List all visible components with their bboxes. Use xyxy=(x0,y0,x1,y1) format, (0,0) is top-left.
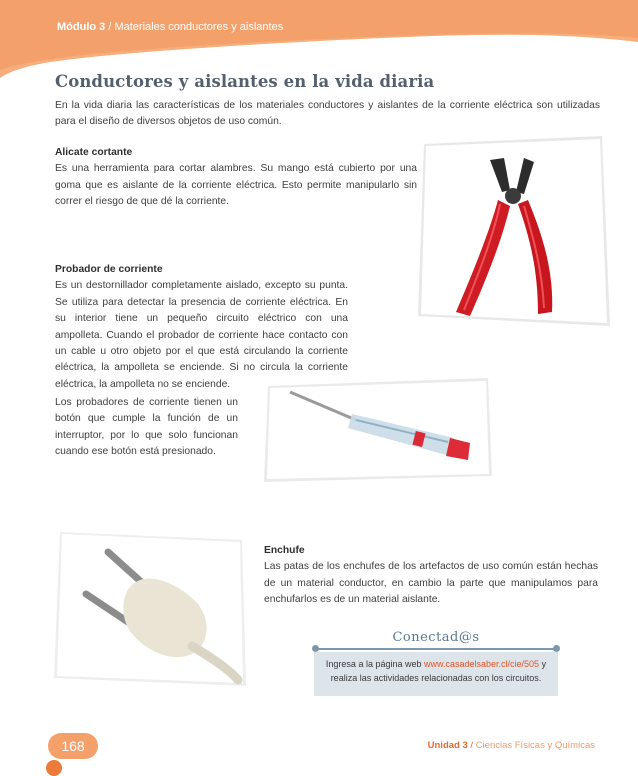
conectados-text xyxy=(320,657,552,685)
header-subtitle: Materiales conductores y aislantes xyxy=(114,21,284,33)
probador-section xyxy=(55,262,348,393)
alicate-text: Es una herramienta para cortar alambres. Su mango está cubierto por una goma que es aislante de la corriente eléctrica. Esto permite manipularlo sin correr el riesgo de que dé la corriente. xyxy=(55,163,417,208)
pliers-image xyxy=(412,130,612,330)
intro-paragraph: En la vida diaria las características de los materiales conductores y aislantes de la corriente eléctrica son utilizadas para el diseño de diversos objetos de uso común. xyxy=(55,100,600,128)
footer-unit: Unidad 3 xyxy=(427,740,468,751)
plug-image xyxy=(52,528,248,690)
page-number: 168 xyxy=(48,733,98,759)
plug-photo xyxy=(52,528,248,695)
conectados-text-before: Ingresa a la página web xyxy=(325,659,424,669)
pliers-photo xyxy=(412,130,612,335)
footer-label xyxy=(428,740,595,751)
enchufe-heading: Enchufe xyxy=(264,545,305,556)
corner-decoration xyxy=(46,760,62,776)
probador-heading: Probador de corriente xyxy=(55,264,163,275)
header-module: Módulo 3 xyxy=(57,21,106,33)
conectados-title: Conectad@s xyxy=(392,630,480,645)
alicate-section xyxy=(55,145,417,211)
conectados-content xyxy=(314,652,558,696)
footer-separator: / xyxy=(467,740,476,751)
page-title: Conductores y aislantes en la vida diaria xyxy=(55,72,435,91)
header-breadcrumb xyxy=(57,21,283,33)
conectados-link[interactable]: www.casadelsaber.cl/cie/505 xyxy=(424,659,540,669)
conectados-divider xyxy=(314,648,558,650)
enchufe-section xyxy=(264,543,598,609)
conectados-dot-right xyxy=(553,645,560,652)
probador-text: Es un destornillador completamente aislado, excepto su punta. Se utiliza para detectar la presencia de corriente eléctrica. En su interior tiene un pequeño circuito eléctrico con una ampolleta. Cuando el probador de corriente hace contacto con un cable u otro objeto por el que está circulando la corriente eléctrica, la ampolleta se enciende. Si no circula la corriente eléctrica, la ampolleta no se enciende. xyxy=(55,280,348,390)
footer-subject: Ciencias Físicas y Químicas xyxy=(475,740,595,751)
conectados-box xyxy=(314,630,558,696)
alicate-heading: Alicate cortante xyxy=(55,147,133,158)
tester-image xyxy=(264,376,494,484)
header-separator: / xyxy=(105,21,115,33)
enchufe-text: Las patas de los enchufes de los artefactos de uso común están hechas de un material conductor, en cambio la parte que manipulamos para enchufarlos es de un material aislante. xyxy=(264,561,598,606)
conectados-dot-left xyxy=(312,645,319,652)
conectados-text-after: y realiza las actividades relacionadas con los circuitos. xyxy=(330,659,547,683)
probador-text-2: Los probadores de corriente tienen un botón que cumple la función de un interruptor, por lo que solo funcionan cuando ese botón está presionado. xyxy=(55,397,238,458)
tester-photo xyxy=(264,376,494,489)
